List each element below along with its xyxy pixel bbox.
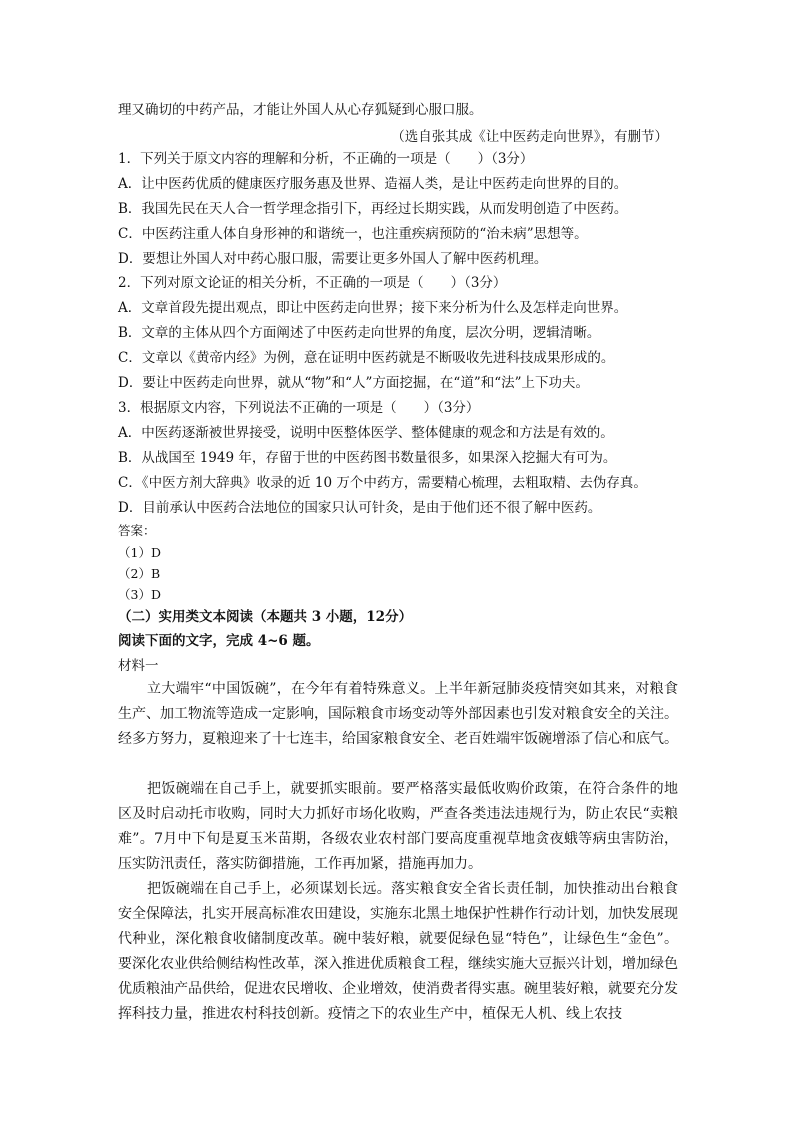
question-3-option-c: C．《中医方剂大辞典》收录的近 10 万个中药方，需要精心梳理，去粗取精、去伪存真。 bbox=[118, 475, 647, 491]
question-1-option-a: A．让中医药优质的健康医疗服务惠及世界、造福人类，是让中医药走向世界的目的。 bbox=[118, 176, 628, 192]
question-1-option-c: C．中医药注重人体自身形神的和谐统一，也注重疾病预防的“治未病”思想等。 bbox=[118, 226, 588, 242]
answer-3: （3）D bbox=[118, 587, 161, 602]
section-2-instruction: 阅读下面的文字，完成 4~6 题。 bbox=[118, 633, 320, 649]
question-1-option-b: B．我国先民在天人合一哲学理念指引下，再经过长期实践，从而发明创造了中医药。 bbox=[118, 201, 628, 217]
question-1-stem: 1．下列关于原文内容的理解和分析，不正确的一项是（ ）（3分） bbox=[118, 151, 534, 167]
question-3-option-d: D．目前承认中医药合法地位的国家只认可针灸，是由于他们还不很了解中医药。 bbox=[118, 500, 602, 516]
intro-tail-text: 理又确切的中药产品，才能让外国人从心存狐疑到心服口服。 bbox=[118, 102, 483, 118]
material-paragraph-3: 把饭碗端在自己手上，必须谋划长远。落实粮食安全省长责任制，加快推动出台粮食安全保障法，扎实开展高标准农田建设，实施东北黑土地保护性耕作行动计划，加快发展现代种业，深化粮食收储制度改革。碗中装好粮，就要促绿色显“特色”，让绿色生“金色”。要深化农业供给侧结构性改革，深入推进优质粮食工程，继续实施大豆振兴计划，增加绿色优质粮油产品供给，促进农民增收、企业增效，使消费者得实惠。碗里装好粮，就要充分发挥科技力量，推进农村科技创新。疫情之下的农业生产中，植保无人机、线上农技 bbox=[118, 881, 678, 1022]
answers-label: 答案： bbox=[118, 523, 156, 538]
material-1-label: 材料一 bbox=[118, 658, 159, 674]
question-2-option-b: B．文章的主体从四个方面阐述了中医药走向世界的角度，层次分明，逻辑清晰。 bbox=[118, 325, 601, 341]
question-1-option-d: D．要想让外国人对中药心服口服，需要让更多外国人了解中医药机理。 bbox=[118, 251, 548, 267]
answer-1: （1）D bbox=[118, 545, 161, 560]
question-3-stem: 3．根据原文内容，下列说法不正确的一项是（ ）（3分） bbox=[118, 400, 480, 416]
material-paragraph-1: 立大端牢“中国饭碗”，在今年有着特殊意义。上半年新冠肺炎疫情突如其来，对粮食生产、加工物流等造成一定影响，国际粮食市场变动等外部因素也引发对粮食安全的关注。经多方努力，夏粮迎来了十七连丰，给国家粮食安全、老百姓端牢饭碗增添了信心和底气。 bbox=[118, 681, 678, 747]
question-2-option-c: C．文章以《黄帝内经》为例，意在证明中医药就是不断吸收先进科技成果形成的。 bbox=[118, 350, 615, 366]
answer-2: （2）B bbox=[118, 566, 161, 581]
section-2-heading: （二）实用类文本阅读（本题共 3 小题，12分） bbox=[118, 609, 413, 625]
question-2-stem: 2．下列对原文论证的相关分析，不正确的一项是（ ）（3分） bbox=[118, 275, 507, 291]
question-2-option-d: D．要让中医药走向世界，就从“物”和“人”方面挖掘，在“道”和“法”上下功夫。 bbox=[118, 375, 590, 391]
question-2-option-a: A．文章首段先提出观点，即让中医药走向世界；接下来分析为什么及怎样走向世界。 bbox=[118, 300, 628, 316]
question-3-option-b: B．从战国至 1949 年，存留于世的中医药图书数量很多，如果深入挖掘大有可为。 bbox=[118, 450, 617, 466]
material-paragraph-2: 把饭碗端在自己手上，就要抓实眼前。要严格落实最低收购价政策，在符合条件的地区及时启动托市收购，同时大力抓好市场化收购，严查各类违法违规行为，防止农民“卖粮难”。7月中下旬是夏玉米苗期，各级农业农村部门要高度重视草地贪夜蛾等病虫害防治，压实防汛责任，落实防御措施，工作再加紧，措施再加力。 bbox=[118, 781, 678, 872]
source-citation: （选自张其成《让中医药走向世界》，有删节） bbox=[391, 129, 668, 145]
question-3-option-a: A．中医药逐渐被世界接受，说明中医整体医学、整体健康的观念和方法是有效的。 bbox=[118, 425, 614, 441]
